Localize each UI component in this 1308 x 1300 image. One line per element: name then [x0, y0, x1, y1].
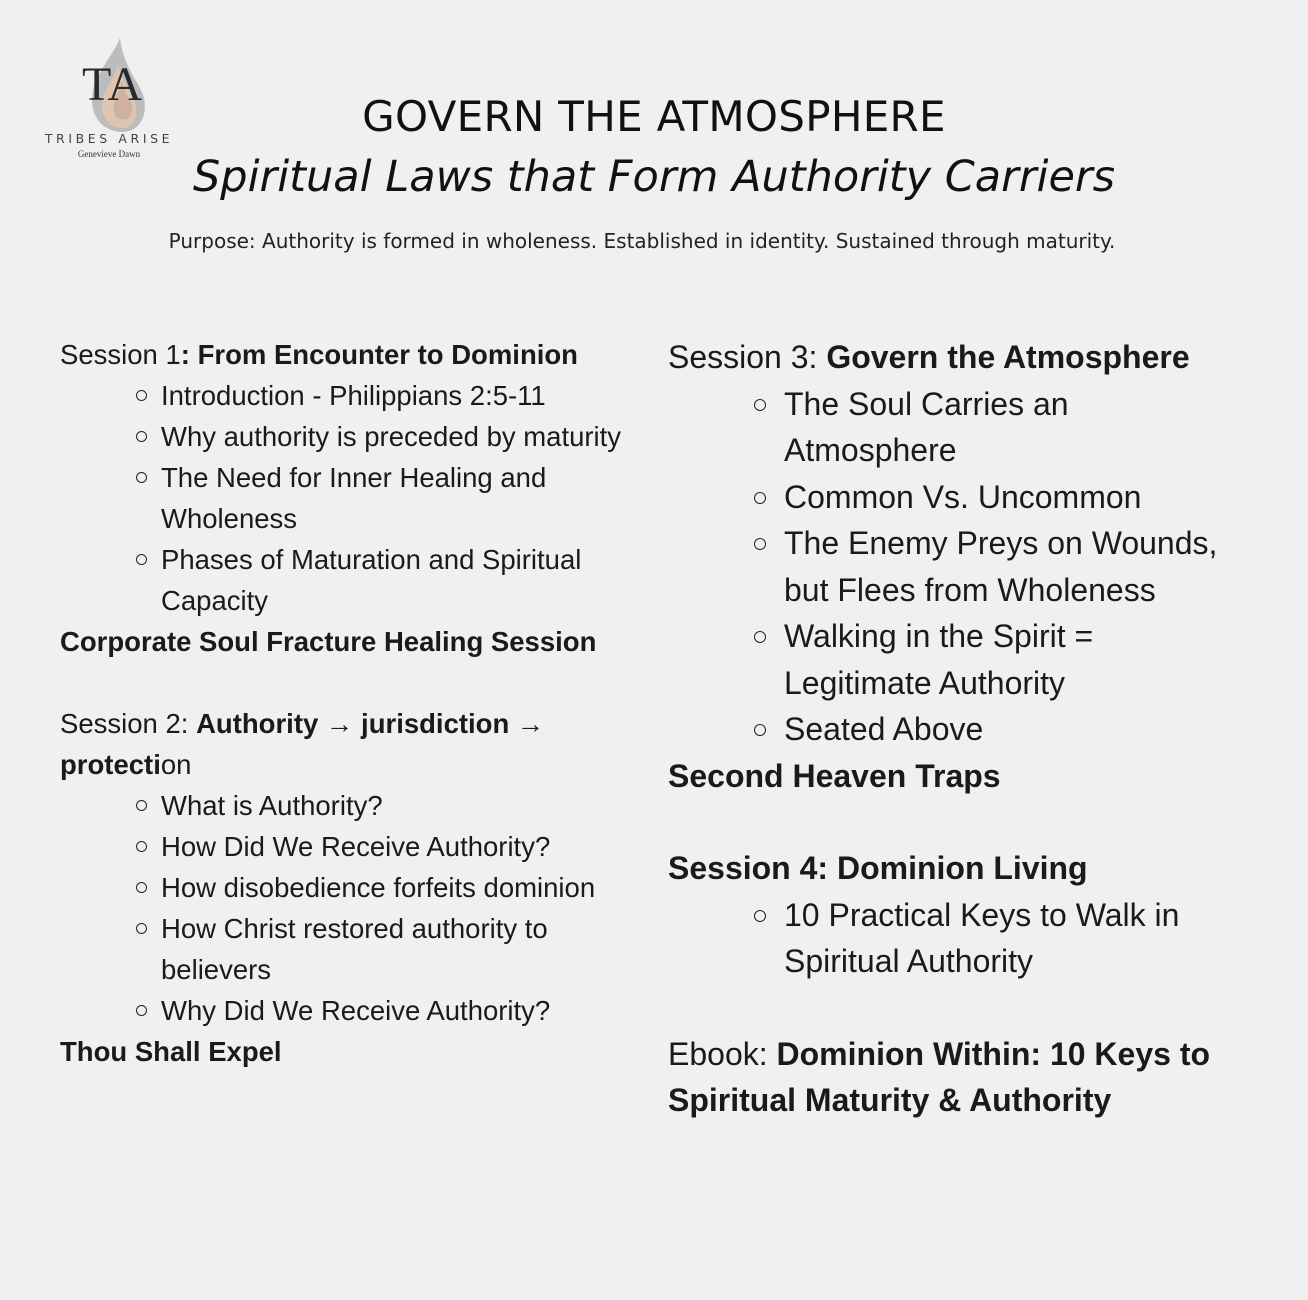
list-item: How Christ restored authority to believers: [161, 908, 640, 990]
list-item: Why authority is preceded by maturity: [161, 416, 640, 457]
logo-brand: TRIBES ARISE: [44, 131, 174, 146]
page-subtitle: Spiritual Laws that Form Authority Carriers: [193, 152, 1115, 202]
logo-author: Genevieve Dawn: [77, 149, 141, 159]
left-column: [60, 334, 640, 1072]
session-3-heading: Session 3: Govern the Atmosphere: [668, 339, 1190, 375]
purpose-text: Purpose: Authority is formed in wholeness. Established in identity. Sustained through maturity.: [168, 229, 1116, 253]
session-1-heading: Session 1: From Encounter to Dominion: [60, 339, 578, 370]
right-column: [668, 334, 1243, 1124]
session-1-closing: Corporate Soul Fracture Healing Session: [60, 626, 597, 657]
list-item: How disobedience forfeits dominion: [161, 867, 640, 908]
session-4-heading: Session 4: Dominion Living: [668, 850, 1088, 886]
list-item: Why Did We Receive Authority?: [161, 990, 640, 1031]
session-4-list: [668, 892, 1243, 985]
list-item: Common Vs. Uncommon: [784, 474, 1243, 521]
list-item: The Need for Inner Healing and Wholeness: [161, 457, 640, 539]
ebook-heading: Ebook: Dominion Within: 10 Keys to Spiritual Maturity & Authority: [668, 1035, 1211, 1118]
list-item: Phases of Maturation and Spiritual Capacity: [161, 539, 640, 621]
list-item: Seated Above: [784, 706, 1243, 753]
list-item: Walking in the Spirit = Legitimate Authority: [784, 613, 1243, 706]
list-item: The Soul Carries an Atmosphere: [784, 381, 1243, 474]
list-item: How Did We Receive Authority?: [161, 826, 640, 867]
session-2-list: [60, 785, 640, 1031]
session-3-list: [668, 381, 1243, 753]
page-title: GOVERN THE ATMOSPHERE: [362, 92, 946, 141]
session-2-heading: Session 2: Authority → jurisdiction → protection: [60, 708, 545, 780]
logo-monogram: TA: [82, 58, 143, 111]
list-item: What is Authority?: [161, 785, 640, 826]
session-3-closing: Second Heaven Traps: [668, 757, 1001, 794]
list-item: The Enemy Preys on Wounds, but Flees from Wholeness: [784, 520, 1243, 613]
list-item: Introduction - Philippians 2:5-11: [161, 375, 640, 416]
session-1-list: [60, 375, 640, 621]
session-2-closing: Thou Shall Expel: [60, 1036, 282, 1067]
list-item: 10 Practical Keys to Walk in Spiritual Authority: [784, 892, 1243, 985]
